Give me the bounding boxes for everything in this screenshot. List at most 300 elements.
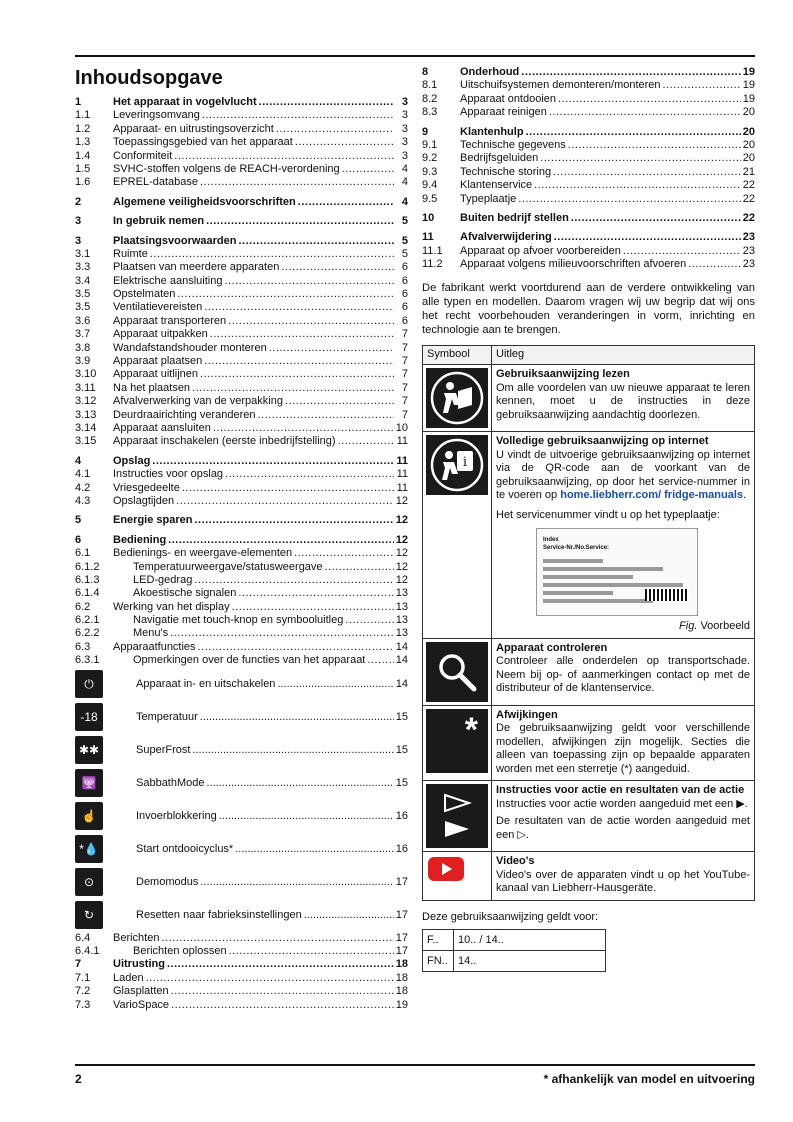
read-manual-text: Om alle voordelen van uw nieuwe apparaat te leren kennen, moet u de instructies in deze gebruiksaanwijzing aandachtig doorlezen. — [496, 381, 750, 421]
dot-leader — [198, 641, 394, 654]
toc-page: 15 — [395, 744, 408, 757]
toc-entry[interactable] — [75, 342, 408, 355]
asterisk-icon: * — [426, 709, 488, 773]
toc-entry[interactable] — [75, 123, 408, 136]
toc-entry[interactable] — [75, 136, 408, 149]
toc-page: 4 — [401, 162, 408, 175]
toc-title-text: Apparaat uitlijnen — [113, 368, 199, 381]
toc-number: 3.3 — [75, 261, 91, 274]
page-number: 2 — [75, 1072, 82, 1086]
toc-title-text: Plaatsingsvoorwaarden — [113, 234, 237, 247]
toc-function-entry[interactable] — [75, 701, 408, 734]
model-value: 14.. — [454, 950, 606, 971]
table-row — [423, 950, 606, 971]
toc-number: 1.4 — [75, 149, 91, 162]
toc-entry[interactable] — [75, 176, 408, 189]
toc-page: 15 — [395, 777, 408, 790]
toc-title-text: Wandafstandshouder monteren — [113, 341, 267, 354]
dot-leader — [161, 932, 393, 945]
toc-title-text: Bedienings- en weergave-elementen — [113, 547, 293, 560]
toc-number: 4.2 — [75, 481, 91, 494]
explanation-header: Uitleg — [492, 346, 755, 365]
toc-list-continued — [75, 932, 408, 1012]
toc-entry[interactable] — [422, 166, 755, 179]
svg-text:i: i — [462, 455, 468, 471]
toc-title-text: Opslagtijden — [113, 494, 175, 507]
table-row — [423, 929, 606, 950]
toc-title-text: Apparaat inschakelen (eerste inbedrijfstelling) — [113, 435, 336, 448]
toc-title-text: Apparaat reinigen — [460, 106, 547, 119]
toc-title-text: Apparaat op afvoer voorbereiden — [460, 244, 621, 257]
toc-title-text: VarioSpace — [113, 998, 170, 1011]
dot-leader — [521, 66, 740, 79]
table-row — [423, 705, 755, 781]
top-rule — [75, 55, 755, 57]
toc-entry[interactable] — [75, 301, 408, 314]
dot-leader — [232, 601, 394, 614]
toc-entry[interactable] — [75, 654, 408, 667]
toc-function-entry[interactable] — [75, 833, 408, 866]
dot-leader — [176, 495, 394, 508]
dot-leader — [554, 231, 741, 244]
toc-title-text: Afvalverwerking van de verpakking — [113, 395, 283, 408]
toc-page: 13 — [395, 600, 408, 613]
toc-page: 12 — [395, 573, 408, 586]
toc-number: 7.3 — [75, 998, 91, 1011]
toc-entry[interactable] — [422, 79, 755, 92]
toc-page: 6 — [401, 314, 408, 327]
figure-caption: Voorbeeld — [700, 620, 750, 633]
demo-icon: ⊙ — [75, 868, 103, 896]
toc-page: 23 — [742, 244, 755, 257]
toc-page: 6 — [401, 274, 408, 287]
intro-paragraph: De fabrikant werkt voortdurend aan de verdere ontwikkeling van alle typen en modellen. Daarom vragen wij uw begrip dat wij ons het recht voorbehouden veranderingen in vorm, inrichting en technologie aan te brengen. — [422, 282, 755, 337]
toc-page: 17 — [395, 876, 408, 889]
toc-title-text: Bedrijfsgeluiden — [460, 152, 539, 165]
toc-entry[interactable] — [75, 482, 408, 495]
toc-entry[interactable] — [75, 574, 408, 587]
dot-leader — [150, 248, 394, 261]
toc-page: 18 — [395, 958, 408, 971]
toc-function-entry[interactable] — [75, 899, 408, 932]
toc-entry[interactable] — [75, 382, 408, 395]
toc-title-text: Ventilatievereisten — [113, 301, 203, 314]
dot-leader — [171, 999, 394, 1012]
dot-leader — [200, 368, 394, 381]
toc-page: 4 — [401, 195, 408, 208]
read-manual-title: Gebruiksaanwijzing lezen — [496, 368, 630, 381]
toc-entry[interactable] — [75, 261, 408, 274]
toc-number: 2 — [75, 195, 82, 208]
toc-entry[interactable] — [75, 587, 408, 600]
youtube-icon — [428, 857, 464, 881]
toc-entry[interactable] — [75, 275, 408, 288]
toc-number: 6 — [75, 533, 82, 546]
dot-leader — [192, 382, 394, 395]
dot-leader — [568, 139, 741, 152]
dot-leader — [167, 958, 394, 971]
toc-number: 8.1 — [422, 79, 438, 92]
toc-entry[interactable] — [422, 179, 755, 192]
toc-title-text: Apparaat transporteren — [113, 314, 227, 327]
toc-title-text: Uitrusting — [113, 958, 165, 971]
toc-title-text: Opstelmaten — [113, 288, 176, 301]
toc-number: 8.3 — [422, 106, 438, 119]
toc-page: 14 — [395, 654, 408, 667]
toc-title-text: Resetten naar fabrieksinstellingen — [136, 909, 302, 922]
toc-entry[interactable] — [75, 163, 408, 176]
toc-page: 7 — [401, 368, 408, 381]
toc-title-text: Deurdraairichting veranderen — [113, 408, 256, 421]
read-manual-icon — [426, 368, 488, 428]
toc-title-text: Apparaat aansluiten — [113, 421, 211, 434]
toc-title-text: Technische storing — [460, 165, 552, 178]
toc-page: 19 — [742, 92, 755, 105]
toc-title-text: EPREL-database — [113, 176, 198, 189]
toc-number: 3.5 — [75, 301, 91, 314]
dot-leader — [210, 328, 394, 341]
toc-entry[interactable] — [422, 139, 755, 152]
toc-entry[interactable] — [75, 109, 408, 122]
toc-number: 4 — [75, 454, 82, 467]
toc-title-text: SabbathMode — [136, 777, 205, 790]
toc-entry[interactable] — [75, 328, 408, 341]
toc-page: 12 — [395, 547, 408, 560]
plate-index: Index — [543, 537, 559, 544]
toc-entry[interactable] — [75, 932, 408, 945]
toc-number: 10 — [422, 211, 435, 224]
videos-title: Video's — [496, 855, 535, 868]
toc-entry[interactable] — [75, 288, 408, 301]
toc-number: 3.10 — [75, 368, 97, 381]
toc-function-entry[interactable] — [75, 767, 408, 800]
manual-link[interactable]: home.liebherr.com/ fridge-manuals — [560, 489, 743, 502]
toc-title: Inhoudsopgave — [75, 67, 223, 89]
table-row — [423, 365, 755, 432]
toc-title-text: Typeplaatje — [460, 192, 517, 205]
toc-page: 12 — [395, 494, 408, 507]
check-device-text: Controleer alle onderdelen op transportschade. Neem bij op- of aanmerkingen contact op met de distributeur of de klantenservice. — [496, 655, 750, 695]
toc-number: 8 — [422, 66, 429, 78]
power-icon: ⏻ — [75, 670, 103, 698]
dot-leader — [182, 482, 394, 495]
toc-page: 12 — [395, 560, 408, 573]
toc-title-text: Apparaatfuncties — [113, 640, 196, 653]
dot-leader — [571, 212, 741, 225]
dot-leader — [170, 627, 394, 640]
toc-title-text: Demomodus — [136, 876, 199, 889]
toc-entry[interactable] — [75, 999, 408, 1012]
toc-title-text: Onderhoud — [460, 66, 520, 78]
toc-title-text: Navigatie met touch-knop en symbooluitleg — [133, 614, 344, 627]
dot-leader — [225, 468, 394, 481]
toc-title-text: Opslag — [113, 454, 151, 467]
toc-title-text: Na het plaatsen — [113, 381, 191, 394]
toc-title-text: Apparaat uitpakken — [113, 328, 208, 341]
toc-entry[interactable] — [75, 368, 408, 381]
dot-leader — [342, 163, 394, 176]
toc-title-text: Werking van het display — [113, 600, 230, 613]
dot-leader — [228, 315, 394, 328]
dot-leader — [534, 179, 741, 192]
toc-entry[interactable] — [422, 93, 755, 106]
dot-leader — [219, 810, 394, 822]
toc-number: 4.3 — [75, 494, 91, 507]
toc-page: 4 — [401, 176, 408, 189]
toc-title-text: Apparaat ontdooien — [460, 92, 557, 105]
online-manual-title: Volledige gebruiksaanwijzing op internet — [496, 435, 709, 448]
toc-page: 12 — [395, 533, 408, 546]
dot-leader — [213, 422, 394, 435]
actions-text: Instructies voor actie worden aangeduid met een ▶. — [496, 797, 748, 810]
toc-function-entry[interactable] — [75, 668, 408, 701]
toc-entry[interactable] — [75, 315, 408, 328]
toc-entry[interactable] — [75, 235, 408, 248]
toc-entry[interactable] — [75, 547, 408, 560]
dot-leader — [518, 193, 740, 206]
toc-title-text: Energie sparen — [113, 514, 193, 527]
toc-number: 7 — [75, 958, 82, 971]
toc-entry[interactable] — [422, 106, 755, 119]
toc-number: 7.2 — [75, 985, 91, 998]
toc-function-entry[interactable] — [75, 866, 408, 899]
toc-title-text: Afvalverwijdering — [460, 231, 552, 244]
toc-page: 17 — [395, 931, 408, 944]
toc-title-text: Opmerkingen over de functies van het apparaat — [133, 654, 366, 667]
toc-entry[interactable] — [422, 66, 755, 79]
dot-leader — [269, 342, 394, 355]
toc-title-text: Temperatuur — [136, 711, 198, 724]
toc-entry[interactable] — [422, 231, 755, 244]
toc-page: 12 — [395, 514, 408, 527]
toc-entry[interactable] — [75, 514, 408, 527]
dot-leader — [238, 587, 393, 600]
toc-page: 11 — [396, 454, 408, 467]
dot-leader — [526, 126, 741, 139]
dot-leader — [277, 678, 393, 690]
toc-entry[interactable] — [75, 409, 408, 422]
toc-entry[interactable] — [75, 395, 408, 408]
toc-page: 3 — [401, 136, 408, 149]
toc-number: 3.13 — [75, 408, 97, 421]
toc-title-text: SuperFrost — [136, 744, 191, 757]
toc-title-text: Apparaat volgens milieuvoorschriften afvoeren — [460, 258, 687, 271]
toc-page: 20 — [742, 125, 755, 138]
toc-number: 7.1 — [75, 971, 91, 984]
table-row — [423, 638, 755, 705]
toc-title-text: Apparaat plaatsen — [113, 355, 203, 368]
toc-page: 3 — [401, 109, 408, 122]
toc-entry[interactable] — [75, 534, 408, 547]
actions-title: Instructies voor actie en resultaten van de actie — [496, 784, 745, 797]
model-value: 10.. / 14.. — [454, 929, 606, 950]
temperature-icon: -18 — [75, 703, 103, 731]
toc-title-text: Akoestische signalen — [133, 587, 237, 600]
toc-entry[interactable] — [75, 985, 408, 998]
toc-function-entry[interactable] — [75, 734, 408, 767]
dot-leader — [298, 196, 394, 209]
action-arrows-icon — [426, 784, 488, 848]
toc-entry[interactable] — [75, 435, 408, 448]
toc-title-text: LED-gedrag — [133, 573, 193, 586]
toc-title-text: Instructies voor opslag — [113, 468, 224, 481]
dot-leader — [200, 711, 394, 723]
toc-entry[interactable] — [422, 152, 755, 165]
toc-entry[interactable] — [75, 248, 408, 261]
toc-page: 11 — [396, 435, 408, 448]
toc-entry[interactable] — [75, 355, 408, 368]
link-period: . — [743, 489, 747, 502]
table-row — [423, 852, 755, 901]
input-lock-icon: ☝ — [75, 802, 103, 830]
toc-entry[interactable] — [75, 958, 408, 971]
toc-number: 9 — [422, 125, 429, 138]
toc-number: 9.4 — [422, 179, 438, 192]
model-table — [422, 929, 606, 972]
toc-number: 3.8 — [75, 341, 91, 354]
defrost-icon: *💧 — [75, 835, 103, 863]
dot-leader — [257, 409, 394, 422]
toc-page: 23 — [742, 258, 755, 271]
toc-page: 22 — [742, 211, 755, 224]
toc-title-text: Conformiteit — [113, 149, 173, 162]
toc-title-text: Het apparaat in vogelvlucht — [113, 96, 257, 108]
toc-entry[interactable] — [75, 614, 408, 627]
toc-page: 15 — [395, 711, 408, 724]
toc-page: 7 — [401, 355, 408, 368]
toc-page: 7 — [401, 395, 408, 408]
toc-entry[interactable] — [75, 601, 408, 614]
toc-function-entry[interactable] — [75, 800, 408, 833]
toc-page: 3 — [401, 122, 408, 135]
dot-leader — [367, 654, 393, 667]
toc-number: 3.9 — [75, 355, 91, 368]
toc-entry[interactable] — [75, 455, 408, 468]
toc-entry[interactable] — [75, 972, 408, 985]
dot-leader — [325, 561, 394, 574]
toc-page: 20 — [742, 152, 755, 165]
toc-number: 6.1 — [75, 547, 91, 560]
toc-number: 1 — [75, 96, 82, 108]
toc-number: 6.3.1 — [75, 654, 100, 667]
toc-entry[interactable] — [422, 245, 755, 258]
dot-leader — [202, 109, 394, 122]
toc-page: 20 — [742, 106, 755, 119]
toc-page: 7 — [401, 381, 408, 394]
dot-leader — [229, 945, 394, 958]
dot-leader — [549, 106, 741, 119]
toc-title-text: Menu's — [133, 627, 169, 640]
toc-number: 4.1 — [75, 468, 91, 481]
toc-entry[interactable] — [422, 212, 755, 225]
videos-text: Video's over de apparaten vindt u op het YouTube-kanaal van Liebherr-Hausgeräte. — [496, 868, 750, 895]
toc-entry[interactable] — [75, 627, 408, 640]
toc-page: 11 — [396, 481, 408, 494]
toc-number: 9.5 — [422, 192, 438, 205]
dot-leader — [540, 152, 740, 165]
online-manual-icon — [426, 435, 488, 495]
toc-number: 6.1.4 — [75, 587, 100, 600]
toc-entry[interactable] — [75, 495, 408, 508]
dot-leader — [200, 876, 393, 888]
toc-number: 5 — [75, 514, 82, 527]
toc-number: 3 — [75, 215, 82, 228]
footnote: * afhankelijk van model en uitvoering — [543, 1072, 755, 1086]
toc-title-text: Invoerblokkering — [136, 810, 217, 823]
dot-leader — [663, 79, 741, 92]
toc-number: 3.14 — [75, 421, 97, 434]
symbol-table — [422, 345, 755, 901]
toc-page: 13 — [395, 614, 408, 627]
toc-entry[interactable] — [422, 193, 755, 206]
toc-number: 6.1.2 — [75, 560, 100, 573]
toc-number: 11 — [422, 231, 434, 244]
toc-page: 6 — [401, 301, 408, 314]
toc-number: 1.2 — [75, 122, 91, 135]
toc-entry[interactable] — [75, 945, 408, 958]
toc-number: 3.11 — [75, 381, 96, 394]
toc-title-text: Bediening — [113, 533, 167, 546]
toc-page: 10 — [395, 421, 408, 434]
toc-number: 3.4 — [75, 274, 91, 287]
toc-entry[interactable] — [422, 258, 755, 271]
results-text: De resultaten van de actie worden aangeduid met een ▷. — [496, 815, 750, 841]
toc-page: 23 — [742, 231, 755, 244]
toc-number: 1.5 — [75, 162, 91, 175]
toc-page: 13 — [395, 627, 408, 640]
dot-leader — [177, 288, 394, 301]
magnifier-icon — [426, 642, 488, 702]
dot-leader — [276, 123, 394, 136]
toc-entry[interactable] — [75, 468, 408, 481]
dot-leader — [623, 245, 741, 258]
service-number-text: Het servicenummer vindt u op het typeplaatje: — [496, 508, 720, 521]
toc-title-text: SVHC-stoffen volgens de REACH-verordening — [113, 162, 340, 175]
toc-page: 17 — [395, 909, 408, 922]
plate-service-nr: Service-Nr./No.Service: — [543, 545, 610, 552]
toc-title-text: Berichten oplossen — [133, 945, 227, 958]
dot-leader — [345, 614, 393, 627]
toc-entry[interactable] — [75, 561, 408, 574]
toc-left-column — [75, 66, 408, 1012]
toc-right-column — [422, 66, 755, 972]
toc-page: 19 — [395, 998, 408, 1011]
deviations-title: Afwijkingen — [496, 708, 558, 721]
toc-entry[interactable] — [75, 96, 408, 109]
toc-entry[interactable] — [75, 215, 408, 228]
toc-number: 9.2 — [422, 152, 438, 165]
toc-title-text: In gebruik nemen — [113, 215, 205, 228]
toc-entry[interactable] — [75, 196, 408, 209]
toc-page: 19 — [742, 66, 755, 78]
toc-page: 22 — [742, 179, 755, 192]
toc-entry[interactable] — [75, 422, 408, 435]
dot-leader — [200, 176, 394, 189]
toc-title-text: Klantenhulp — [460, 125, 524, 138]
toc-entry[interactable] — [75, 641, 408, 654]
dot-leader — [146, 972, 394, 985]
dot-leader — [304, 909, 394, 921]
dot-leader — [294, 547, 394, 560]
toc-entry[interactable] — [422, 126, 755, 139]
model-key: F.. — [423, 929, 454, 950]
validity-label: Deze gebruiksaanwijzing geldt voor: — [422, 910, 599, 923]
bottom-rule — [75, 1064, 755, 1066]
toc-number: 3.15 — [75, 435, 97, 448]
toc-number: 3.5 — [75, 288, 91, 301]
toc-entry[interactable] — [75, 150, 408, 163]
toc-page: 7 — [401, 408, 408, 421]
